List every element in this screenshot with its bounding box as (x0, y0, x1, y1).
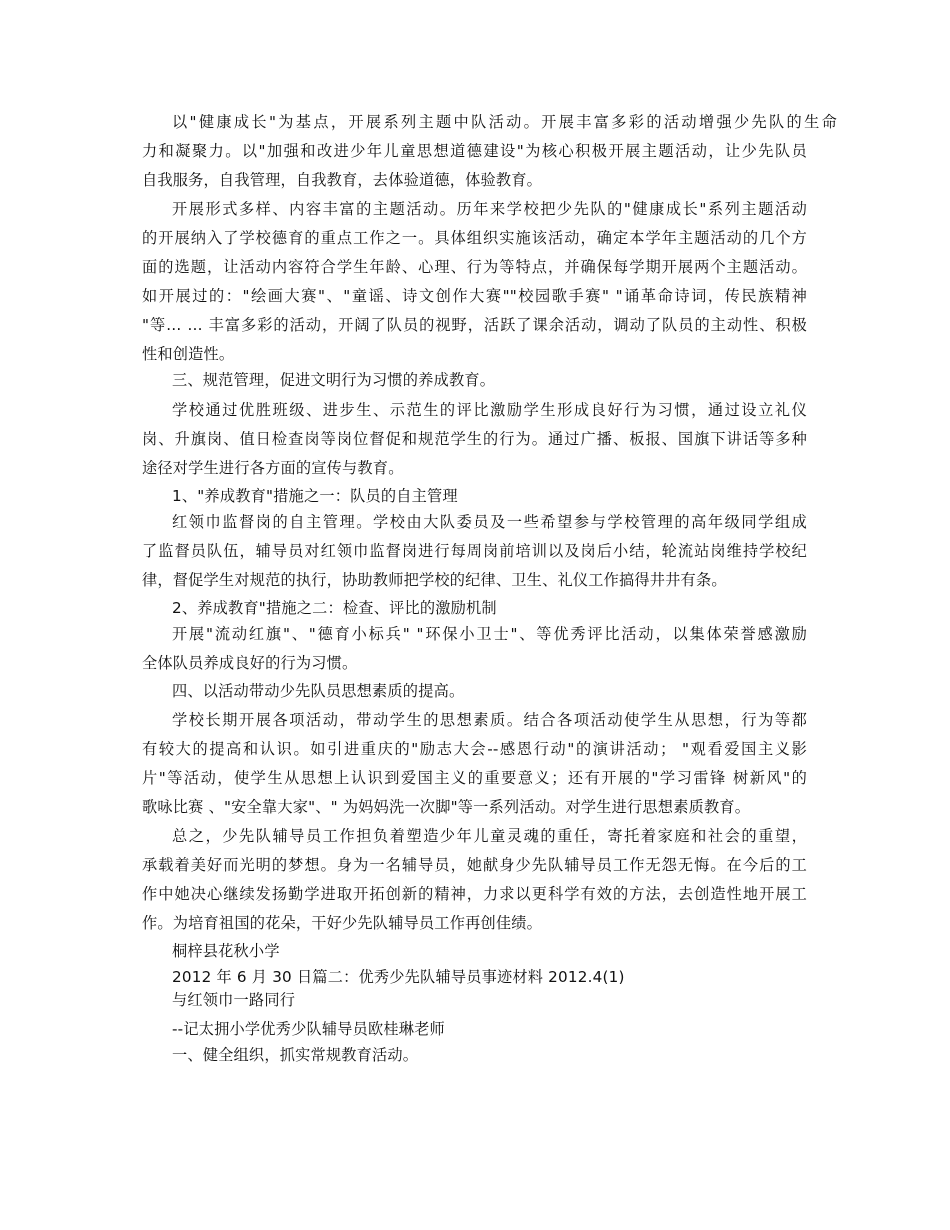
text-line: 以"健康成长"为基点，开展系列主题中队活动。开展丰富多彩的活动增强少先队的生命 (172, 113, 837, 131)
article-subtitle: --记太拥小学优秀少队辅导员欧桂琳老师 (172, 1020, 445, 1038)
text-line: 有较大的提高和认识。如引进重庆的"励志大会--感恩行动"的演讲活动； "观看爱国主义影 (142, 740, 807, 758)
text-line: 全体队员养成良好的行为习惯。 (142, 654, 358, 672)
text-line: 作。为培育祖国的花朵，干好少先队辅导员工作再创佳绩。 (142, 914, 543, 932)
subsection-heading: 1、"养成教育"措施之一：队员的自主管理 (172, 487, 458, 505)
text-line: 面的选题，让活动内容符合学生年龄、心理、行为等特点，并确保每学期开展两个主题活动。 (142, 258, 807, 276)
text-line: 的开展纳入了学校德育的重点工作之一。具体组织实施该活动，确定本学年主题活动的几个方 (142, 229, 807, 247)
text-line: 开展形式多样、内容丰富的主题活动。历年来学校把少先队的"健康成长"系列主题活动 (172, 200, 807, 218)
text-line: 学校长期开展各项活动，带动学生的思想素质。结合各项活动使学生从思想，行为等都 (172, 711, 807, 729)
section-heading: 四、以活动带动少先队员思想素质的提高。 (172, 682, 465, 700)
text-line: 自我服务，自我管理，自我教育，去体验道德，体验教育。 (142, 171, 543, 189)
subsection-heading: 2、养成教育"措施之二：检查、评比的激励机制 (172, 599, 497, 617)
text-line: "等… … 丰富多彩的活动，开阔了队员的视野，活跃了课余活动，调动了队员的主动性、积极 (142, 316, 807, 334)
text-line: 如开展过的："绘画大赛"、"童谣、诗文创作大赛""校园歌手赛" "诵革命诗词，传民族精神 (142, 287, 807, 305)
text-line: 力和凝聚力。以"加强和改进少年儿童思想道德建设"为核心积极开展主题活动，让少先队员 (142, 142, 807, 160)
text-line: 性和创造性。 (142, 345, 235, 363)
text-line: 了监督员队伍，辅导员对红领巾监督岗进行每周岗前培训以及岗后小结，轮流站岗维持学校纪 (142, 542, 807, 560)
text-line: 作中她决心继续发扬勤学进取开拓创新的精神，力求以更科学有效的方法，去创造性地开展工 (142, 885, 807, 903)
section-heading: 三、规范管理，促进文明行为习惯的养成教育。 (172, 371, 496, 389)
text-line: 学校通过优胜班级、进步生、示范生的评比激励学生形成良好行为习惯，通过设立礼仪 (172, 401, 807, 419)
text-line: 承载着美好而光明的梦想。身为一名辅导员，她献身少先队辅导员工作无怨无悔。在今后的工 (142, 856, 807, 874)
text-line: 歌咏比赛 、"安全靠大家"、" 为妈妈洗一次脚"等一系列活动。对学生进行思想素质教育。 (142, 798, 751, 816)
section-heading: 一、健全组织，抓实常规教育活动。 (172, 1046, 419, 1064)
text-line: 总之，少先队辅导员工作担负着塑造少年儿童灵魂的重任，寄托着家庭和社会的重望， (172, 827, 807, 845)
text-line: 开展"流动红旗"、"德育小标兵" "环保小卫士"、等优秀评比活动，以集体荣誉感激励 (172, 625, 807, 643)
text-line: 红领巾监督岗的自主管理。学校由大队委员及一些希望参与学校管理的高年级同学组成 (172, 513, 807, 531)
date-and-title: 2012 年 6 月 30 日篇二：优秀少先队辅导员事迹材料 2012.4(1) (172, 968, 625, 986)
text-line: 律，督促学生对规范的执行，协助教师把学校的纪律、卫生、礼仪工作搞得井井有条。 (142, 571, 727, 589)
text-line: 途径对学生进行各方面的宣传与教育。 (142, 459, 404, 477)
article-title: 与红领巾一路同行 (172, 991, 296, 1009)
text-line: 岗、升旗岗、值日检查岗等岗位督促和规范学生的行为。通过广播、板报、国旗下讲话等多种 (142, 430, 807, 448)
text-line: 片"等活动，使学生从思想上认识到爱国主义的重要意义；还有开展的"学习雷锋 树新风"的 (142, 769, 807, 787)
school-signature: 桐梓县花秋小学 (172, 942, 280, 960)
